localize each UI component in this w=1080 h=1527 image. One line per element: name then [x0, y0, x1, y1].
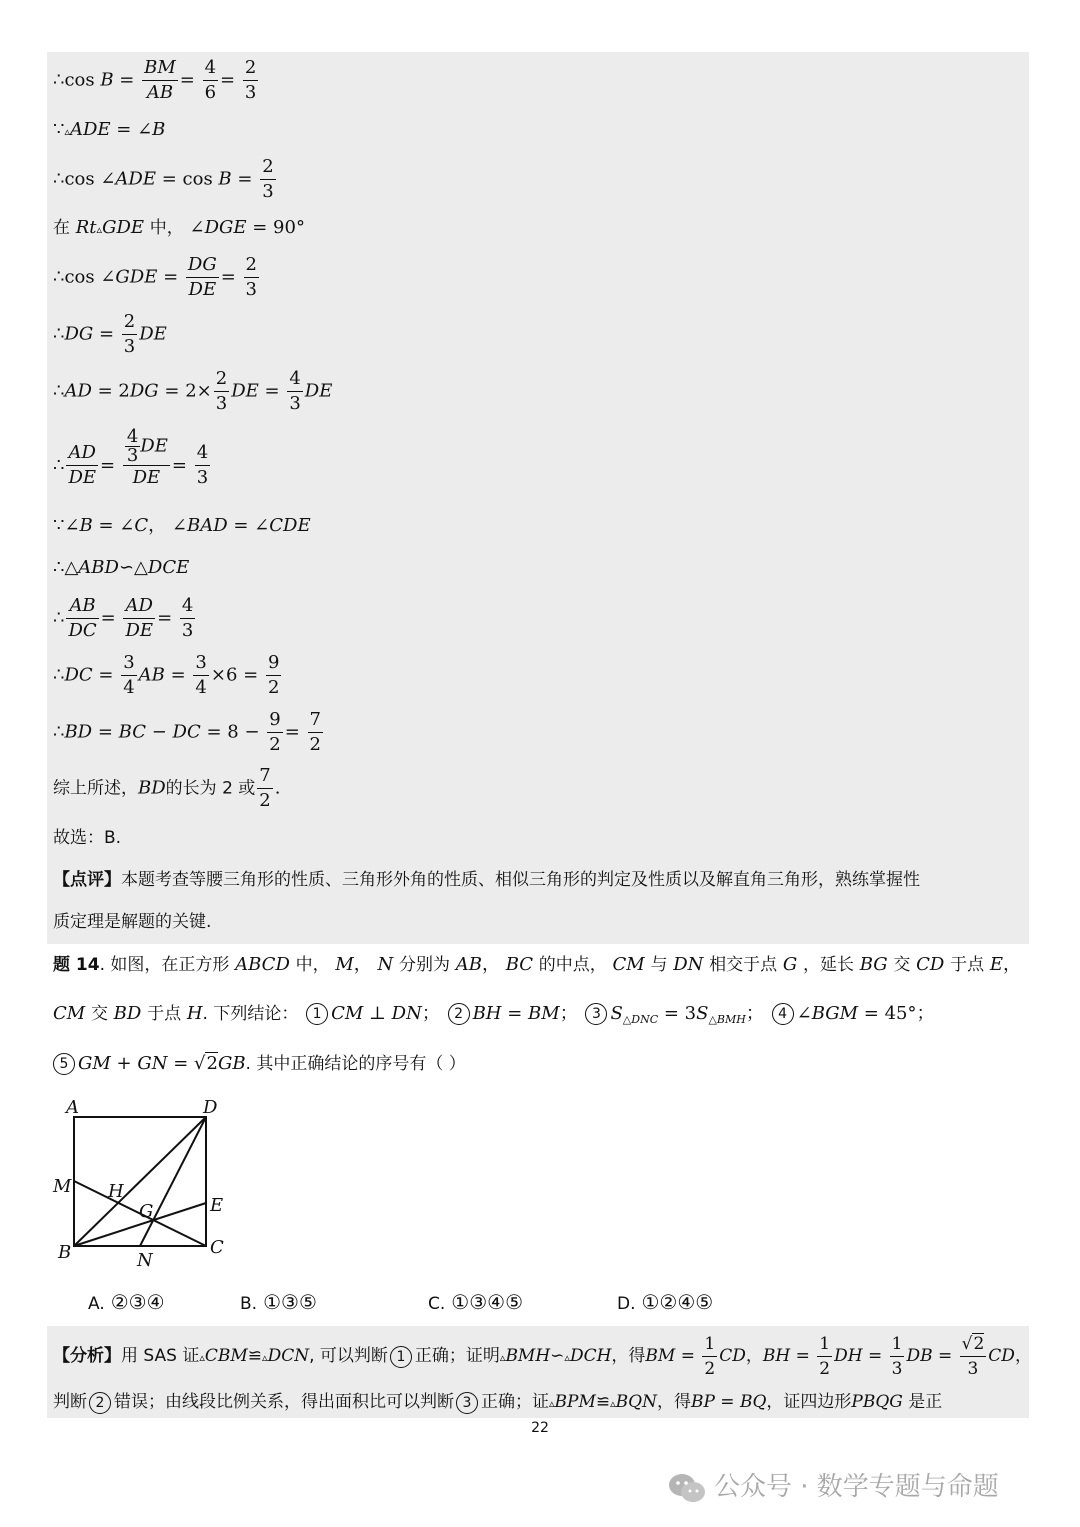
label-A: A	[66, 1097, 79, 1118]
option-b[interactable]: B. ①③⑤	[240, 1290, 317, 1314]
summary: 综上所述，BD的长为 2 或 $\frac{7}{2}$ .	[53, 765, 281, 811]
label-B: B	[58, 1242, 72, 1263]
eq-BD: ∴BD = BC − DC = 8 − $\frac{9}{2}$ = $\frac{7}{2}$	[53, 709, 321, 755]
problem14-line-1: 题 14. 如图，在正方形 ABCD 中， M， N 分别为 AB， BC 的中点， CM 与 DN 相交于点 G ，延长 BG 交 CD 于点 E，	[53, 954, 1021, 975]
option-c[interactable]: C. ①③④⑤	[428, 1290, 523, 1314]
eq-cos-ADE: ∴cos ∠ADE = cos B = $\frac{2}{3}$	[53, 156, 274, 202]
eq-AD: ∴AD = 2DG = 2× $\frac{2}{3}$ DE = $\frac{4}{3}$ DE	[53, 368, 333, 414]
label-N: N	[137, 1250, 153, 1271]
eq-AD-DE: ∴ $\frac{AD}{DE}$ = $\frac{4}{3}$ DE DE = $\frac{4}{3}$	[53, 426, 209, 488]
option-d[interactable]: D. ①②④⑤	[617, 1290, 714, 1314]
eq-DC: ∴DC = $\frac{3}{4}$ AB = $\frac{3}{4}$ ×6 = $\frac{9}{2}$	[53, 652, 280, 698]
label-M: M	[53, 1176, 72, 1197]
eq-AB-DC: ∴ $\frac{AB}{DC}$ = $\frac{AD}{DE}$ = $\frac{4}{3}$	[53, 595, 194, 641]
label-E: E	[210, 1195, 224, 1216]
eq-cosB: ∴cos B = $\frac{BM}{AB}$ = $\frac{4}{6}$ = $\frac{2}{3}$	[53, 57, 257, 103]
eq-rt-GDE: 在 Rt▵GDE 中， ∠DGE = 90°	[53, 217, 305, 238]
label-D: D	[203, 1097, 218, 1118]
page-number: 22	[531, 1420, 549, 1436]
square-figure	[50, 1095, 280, 1275]
wechat-icon	[668, 1472, 706, 1504]
answer: 故选：B.	[53, 828, 122, 848]
comment-line-2: 质定理是解题的关键.	[53, 912, 212, 932]
label-G: G	[139, 1201, 154, 1222]
analysis-line-1: 【分析】用 SAS 证▵CBM≌▵DCN, 可以判断 1 正确；证明▵BMH∽▵DCH，得BM = $\frac{1}{2}$ CD，BH = $\frac{1}{2}$ DH = $\frac{1}{3}$ DB = $\frac{√2}{3}$ CD，	[53, 1334, 1032, 1379]
analysis-line-2: 判断 2 错误；由线段比例关系，得出面积比可以判断 3 正确；证▵BPM≌▵BQN，得BP = BQ，证四边形PBQG 是正	[53, 1392, 943, 1412]
comment-line-1: 【点评】本题考查等腰三角形的性质、三角形外角的性质、相似三角形的判定及性质以及解直角三角形，熟练掌握性	[53, 870, 920, 890]
watermark: 公众号 · 数学专题与命题	[668, 1466, 999, 1504]
problem14-line-2: CM 交 BD 于点 H. 下列结论： 1 CM ⊥ DN； 2 BH = BM； 3 $S_{\triangle DNC} = 3S_{\triangle BMH}$； 4 ∠BGM = 45°；	[53, 1003, 935, 1026]
eq-angle-ADE: ∵▵ADE = ∠B	[53, 119, 166, 140]
label-C: C	[210, 1237, 224, 1258]
eq-DG: ∴DG = $\frac{2}{3}$ DE	[53, 311, 167, 357]
eq-similar: ∴△ABD∽△DCE	[53, 557, 190, 578]
label-H: H	[108, 1181, 124, 1202]
problem14-line-3: 5 GM + GN = √2GB. 其中正确结论的序号有（ ）	[53, 1052, 466, 1076]
eq-cos-GDE: ∴cos ∠GDE = $\frac{DG}{DE}$ = $\frac{2}{3}$	[53, 254, 257, 300]
option-a[interactable]: A. ②③④	[88, 1290, 165, 1314]
eq-angle-B-C: ∵∠B = ∠C， ∠BAD = ∠CDE	[53, 515, 311, 536]
